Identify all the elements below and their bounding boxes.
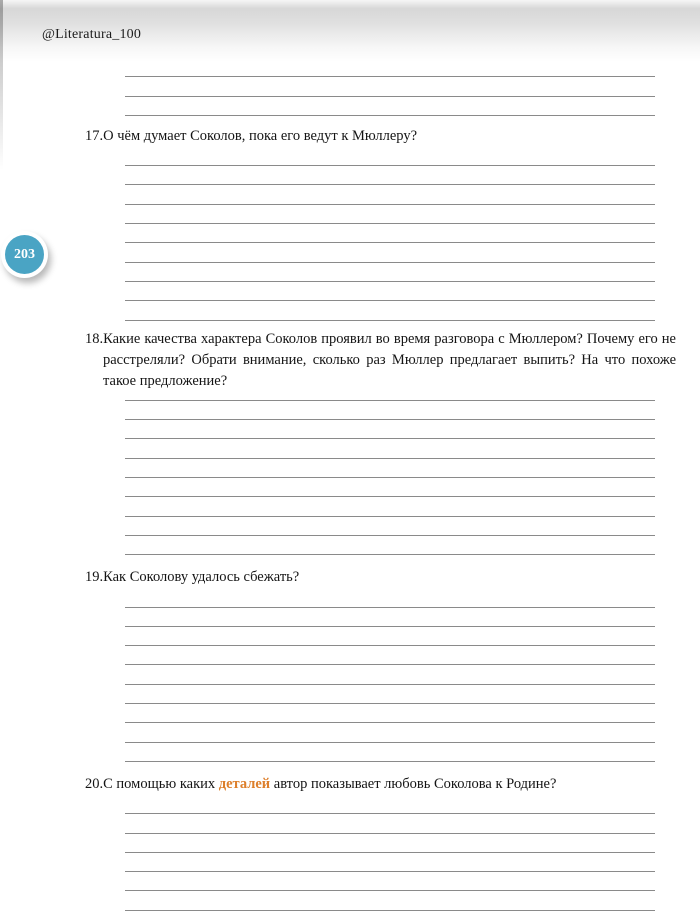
answer-rule-line xyxy=(125,685,655,704)
answer-rule-line xyxy=(125,814,655,833)
highlighted-word: деталей xyxy=(218,775,271,792)
answer-rule-line xyxy=(125,795,655,814)
answer-rule-line xyxy=(125,301,655,320)
answer-rule-line xyxy=(125,853,655,872)
answer-rule-line xyxy=(125,459,655,478)
answer-rule-line xyxy=(125,588,655,607)
answer-rule-line xyxy=(125,243,655,262)
page-number-badge xyxy=(1,231,48,278)
page-number: 203 xyxy=(14,246,35,262)
answer-rule-line xyxy=(125,478,655,497)
answer-rule-line xyxy=(125,58,655,77)
answer-lines-block xyxy=(0,58,700,116)
answer-rule-line xyxy=(125,439,655,458)
question-text-part: 19.Как Соколову удалось сбежать? xyxy=(85,569,300,586)
answer-rule-line xyxy=(125,704,655,723)
answer-lines xyxy=(0,147,700,321)
question-block xyxy=(0,774,700,911)
answer-rule-line xyxy=(125,147,655,166)
watermark-handle: @Literatura_100 xyxy=(42,27,142,42)
answer-rule-line xyxy=(125,723,655,742)
answer-rule-line xyxy=(125,497,655,516)
answer-rule-line xyxy=(125,665,655,684)
question-text xyxy=(85,774,676,795)
answer-lines xyxy=(0,58,700,116)
answer-rule-line xyxy=(125,401,655,420)
answer-lines xyxy=(0,588,700,762)
answer-rule-line xyxy=(125,77,655,96)
answer-rule-line xyxy=(125,97,655,116)
question-text xyxy=(85,126,676,147)
question-block xyxy=(0,567,700,762)
answer-rule-line xyxy=(125,205,655,224)
answer-rule-line xyxy=(125,872,655,891)
answer-rule-line xyxy=(125,646,655,665)
answer-rule-line xyxy=(125,166,655,185)
answer-rule-line xyxy=(125,517,655,536)
answer-rule-line xyxy=(125,263,655,282)
answer-rule-line xyxy=(125,627,655,646)
answer-rule-line xyxy=(125,834,655,853)
answer-rule-line xyxy=(125,224,655,243)
answer-rule-line xyxy=(125,608,655,627)
answer-rule-line xyxy=(125,536,655,555)
question-text-part: 20.С помощью каких xyxy=(85,775,219,792)
question-text xyxy=(85,567,676,588)
answer-rule-line xyxy=(125,891,655,910)
question-block xyxy=(0,329,700,556)
page-number-circle xyxy=(5,235,44,274)
question-text-part: 17.О чём думает Соколов, пока его ведут к Мюллеру? xyxy=(85,127,418,144)
answer-lines xyxy=(0,382,700,556)
answer-rule-line xyxy=(125,743,655,762)
question-block xyxy=(0,126,700,321)
question-text-part: 18.Какие качества характера Соколов проявил во время разговора с Мюллером? Почему его не расстреляли? Обрати внимание, сколько раз Мюллер предлагает выпить? На что похоже такое предложение? xyxy=(85,330,676,389)
answer-rule-line xyxy=(125,282,655,301)
questions-area xyxy=(0,58,700,911)
question-text-part: автор показывает любовь Соколова к Родине? xyxy=(270,775,557,792)
answer-rule-line xyxy=(125,420,655,439)
answer-lines xyxy=(0,795,700,911)
answer-rule-line xyxy=(125,185,655,204)
